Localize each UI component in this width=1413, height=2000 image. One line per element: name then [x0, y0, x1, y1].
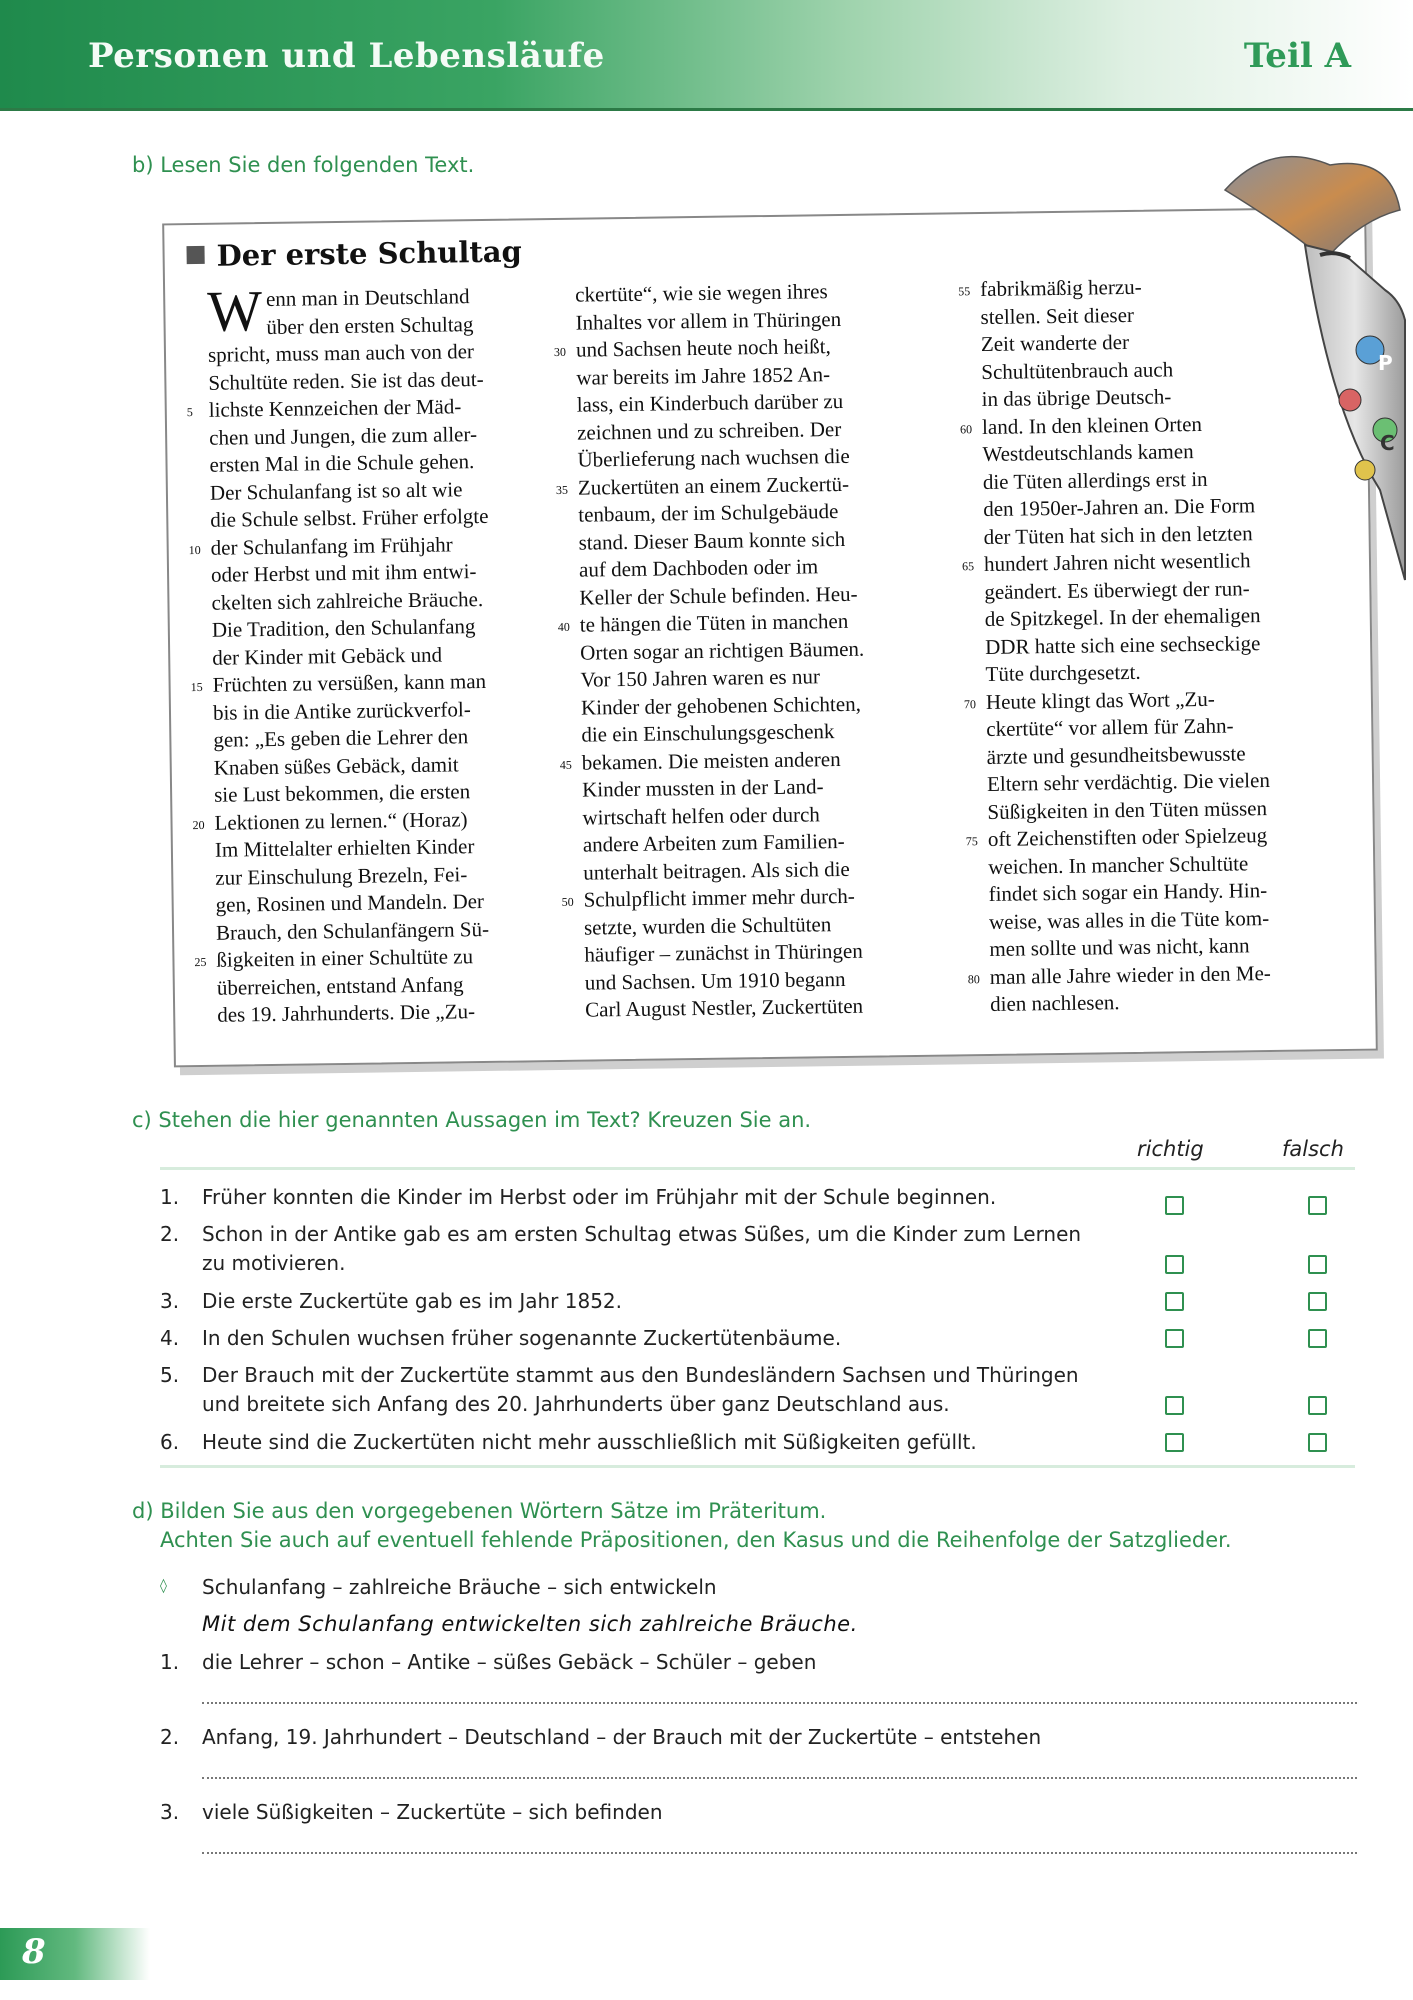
task-b-instruction: b) Lesen Sie den folgenden Text.: [132, 153, 475, 177]
task-d-instruction-line-2: Achten Sie auch auf eventuell fehlende Präpositionen, den Kasus und die Reihenfolge der Satzglieder.: [160, 1528, 1232, 1552]
article-line: zur Einschulung Brezeln, Fei-: [215, 861, 468, 890]
article-line: die Schule selbst. Früher erfolgte: [210, 503, 489, 532]
checkbox-richtig[interactable]: [1165, 1292, 1184, 1311]
article-line: spricht, muss man auch von der: [207, 339, 475, 367]
article-line: de Spitzkegel. In der ehemaligen: [984, 603, 1261, 631]
article-line: Keller der Schule befinden. Heu-: [579, 581, 858, 610]
article-line: weise, was alles in die Tüte kom-: [988, 905, 1270, 934]
article-line: Wenn man in Deutschland: [206, 278, 470, 344]
article-line: wirtschaft helfen oder durch: [582, 801, 820, 830]
article-line: Carl August Nestler, Zuckertüten: [585, 993, 864, 1022]
checkbox-richtig[interactable]: [1165, 1255, 1184, 1274]
checkbox-falsch[interactable]: [1308, 1433, 1327, 1452]
article-line: dien nachlesen.: [989, 990, 1120, 1016]
example-answer: Mit dem Schulanfang entwickelten sich zahlreiche Bräuche.: [202, 1612, 858, 1636]
article-line: gen, Rosinen und Mandeln. Der: [215, 889, 485, 917]
article-line: 80 man alle Jahre wieder in den Me-: [990, 959, 1330, 991]
answer-line[interactable]: [202, 1777, 1357, 1779]
checkbox-richtig[interactable]: [1165, 1329, 1184, 1348]
checkbox-falsch[interactable]: [1308, 1255, 1327, 1274]
checkbox-richtig[interactable]: [1165, 1433, 1184, 1452]
line-number: 75: [965, 834, 978, 849]
article-line: war bereits im Jahre 1852 An-: [576, 361, 831, 390]
title-bullet-icon: [186, 246, 204, 264]
article-line: bis in die Antike zurückverfol-: [212, 696, 471, 725]
article-line: Süßigkeiten in den Tüten müssen: [987, 795, 1268, 824]
article-line: Kinder mussten in der Land-: [581, 774, 824, 802]
statement-text: In den Schulen wuchsen früher sogenannte Zuckertütenbäume.: [202, 1326, 842, 1350]
article-line: des 19. Jahrhunderts. Die „Zu-: [217, 999, 476, 1027]
article-column-1: [186, 278, 557, 1029]
article-clipping: [162, 207, 1378, 1068]
article-line: Im Mittelalter erhielten Kinder: [214, 834, 475, 862]
column-header-richtig: richtig: [1137, 1137, 1204, 1161]
line-number: 5: [186, 405, 193, 420]
article-line: der Tüten hat sich in den letzten: [983, 520, 1253, 549]
article-line: 50 Schulpflicht immer mehr durch-: [583, 882, 923, 914]
article-line: 55 fabrikmäßig herzu-: [980, 271, 1320, 303]
checkbox-richtig[interactable]: [1165, 1396, 1184, 1415]
article-line: ersten Mal in die Schule gehen.: [209, 449, 475, 477]
article-line: Inhaltes vor allem in Thüringen: [575, 306, 842, 335]
line-number: 65: [961, 559, 975, 574]
statement-number: 2.: [160, 1222, 180, 1246]
article-line: die Tüten allerdings erst in: [982, 466, 1208, 494]
example-marker-icon: ◊: [160, 1578, 167, 1594]
article-line: 20 Lektionen zu lernen.“ (Horaz): [214, 805, 554, 837]
article-line: den 1950er-Jahren an. Die Form: [983, 493, 1256, 522]
article-line: 30 und Sachsen heute noch heißt,: [576, 332, 916, 364]
line-number: 60: [960, 421, 973, 436]
line-number: 45: [559, 757, 572, 772]
article-line: häufiger – zunächst in Thüringen: [584, 938, 863, 967]
article-line: der Kinder mit Gebäck und: [212, 642, 443, 670]
task-d-instruction: [132, 1497, 1232, 1555]
article-line: Vor 150 Jahren waren es nur: [580, 664, 821, 692]
article-line: überreichen, entstand Anfang: [216, 971, 464, 1000]
line-number: 25: [194, 954, 207, 970]
line-number: 70: [963, 696, 977, 711]
line-number: 80: [967, 971, 980, 986]
article-line: 25 ßigkeiten in einer Schultüte zu: [216, 942, 556, 974]
part-label: Teil A: [1243, 36, 1351, 76]
svg-text:P: P: [1378, 351, 1393, 375]
article-line: men sollte und was nicht, kann: [989, 933, 1250, 961]
article-line: über den ersten Schultag: [266, 311, 474, 339]
task-c-instruction: c) Stehen die hier genannten Aussagen im Text? Kreuzen Sie an.: [132, 1108, 812, 1132]
answer-line[interactable]: [202, 1852, 1357, 1854]
article-line: unterhalt beitragen. Als sich die: [583, 856, 850, 885]
drop-cap: W: [206, 278, 263, 344]
article-line: Brauch, den Schulanfängern Sü-: [215, 916, 490, 945]
page-header: [0, 0, 1413, 110]
article-line: andere Arbeiten zum Familien-: [582, 828, 845, 857]
article-line: 45 bekamen. Die meisten anderen: [582, 744, 922, 776]
checkbox-falsch[interactable]: [1308, 1396, 1327, 1415]
line-number: 15: [190, 679, 203, 695]
article-line: 70 Heute klingt das Wort „Zu-: [986, 684, 1326, 716]
article-line: 40 te hängen die Tüten in manchen: [580, 607, 920, 639]
article-line: gen: „Es geben die Lehrer den: [213, 724, 469, 752]
article-line: ckertüte“ vor allem für Zahn-: [986, 713, 1234, 741]
chapter-title: Personen und Lebensläufe: [88, 36, 605, 76]
article-line: die ein Einschulungsgeschenk: [581, 719, 835, 747]
article-line: 60 land. In den kleinen Orten: [982, 409, 1322, 441]
article-line: 5 lichste Kennzeichen der Mäd-: [209, 392, 549, 424]
answer-line[interactable]: [202, 1702, 1357, 1704]
article-line: Der Schulanfang ist so alt wie: [209, 476, 463, 505]
article-line: 65 hundert Jahren nicht wesentlich: [984, 546, 1324, 578]
article-line: ckelten sich zahlreiche Bräuche.: [211, 586, 484, 615]
checkbox-falsch[interactable]: [1308, 1196, 1327, 1215]
article-line: chen und Jungen, die zum aller-: [208, 421, 478, 450]
exercise-number: 1.: [160, 1650, 180, 1674]
schultuete-cone-illustration: [1210, 150, 1410, 590]
article-line: zeichnen und zu schreiben. Der: [576, 416, 842, 445]
article-line: findet sich sogar ein Handy. Hin-: [988, 878, 1268, 906]
article-column-2: [553, 277, 925, 1024]
article-line: Zeit wanderte der: [980, 329, 1130, 357]
line-number: 55: [958, 284, 971, 299]
checkbox-falsch[interactable]: [1308, 1292, 1327, 1311]
column-header-falsch: falsch: [1282, 1137, 1344, 1161]
article-line: lass, ein Kinderbuch darüber zu: [576, 388, 844, 417]
statement-number: 4.: [160, 1326, 180, 1350]
article-line: setzte, wurden die Schultüten: [583, 911, 832, 940]
example-prompt: Schulanfang – zahlreiche Bräuche – sich entwickeln: [202, 1575, 717, 1599]
article-line: Westdeutschlands kamen: [982, 439, 1194, 467]
statement-number: 5.: [160, 1363, 180, 1387]
exercise-prompt: Anfang, 19. Jahrhundert – Deutschland – der Brauch mit der Zuckertüte – entstehen: [202, 1725, 1042, 1749]
checkbox-richtig[interactable]: [1165, 1196, 1184, 1215]
article-line: Schultüte reden. Sie ist das deut-: [208, 366, 484, 395]
article-line: 35 Zuckertüten an einem Zuckertü-: [578, 469, 918, 501]
line-number: 20: [192, 817, 205, 832]
table-bottom-rule: [160, 1465, 1355, 1468]
svg-text:C: C: [1380, 431, 1395, 455]
article-line: Überlieferung nach wuchsen die: [577, 443, 850, 472]
article-line: Tüte durchgesetzt.: [985, 659, 1141, 686]
statement-number: 6.: [160, 1430, 180, 1454]
exercise-prompt: die Lehrer – schon – Antike – süßes Gebäck – Schüler – geben: [202, 1650, 817, 1674]
article-line: 10 der Schulanfang im Frühjahr: [211, 530, 551, 562]
article-line: Schultütenbrauch auch: [981, 356, 1174, 384]
statement-text: Die erste Zuckertüte gab es im Jahr 1852.: [202, 1289, 623, 1313]
line-number: 40: [557, 619, 570, 634]
exercise-number: 2.: [160, 1725, 180, 1749]
article-line: stellen. Seit dieser: [980, 302, 1135, 329]
article-line: ckertüte“, wie sie wegen ihres: [575, 279, 828, 307]
article-line: 75 oft Zeichenstiften oder Spielzeug: [988, 821, 1328, 853]
statement-number: 3.: [160, 1289, 180, 1313]
article-line: und Sachsen. Um 1910 begann: [584, 966, 846, 995]
article-line: Kinder der gehobenen Schichten,: [580, 691, 862, 720]
article-line: Orten sogar an richtigen Bäumen.: [580, 636, 865, 665]
line-number: 35: [555, 482, 569, 497]
article-line: DDR hatte sich eine sechseckige: [984, 630, 1261, 659]
exercise-number: 3.: [160, 1800, 180, 1824]
statement-text: Schon in der Antike gab es am ersten Schultag etwas Süßes, um die Kinder zum Lernen zu motivieren.: [202, 1222, 1082, 1275]
article-line: ärzte und gesundheitsbewusste: [986, 740, 1246, 769]
line-number: 10: [188, 542, 201, 557]
statement-text: Der Brauch mit der Zuckertüte stammt aus den Bundesländern Sachsen und Thüringen und breitete sich Anfang des 20. Jahrhunderts über ganz Deutschland aus.: [202, 1363, 1079, 1416]
article-line: sie Lust bekommen, die ersten: [213, 779, 471, 807]
statement-text: Früher konnten die Kinder im Herbst oder im Frühjahr mit der Schule beginnen.: [202, 1185, 997, 1209]
article-title: Der erste Schultag: [186, 234, 522, 273]
exercise-prompt: viele Süßigkeiten – Zuckertüte – sich befinden: [202, 1800, 663, 1824]
page-number: 8: [22, 1932, 46, 1972]
header-divider: [0, 108, 1413, 111]
article-line: 15 Früchten zu versüßen, kann man: [212, 667, 552, 699]
article-line: oder Herbst und mit ihm entwi-: [210, 559, 477, 587]
statement-number: 1.: [160, 1185, 180, 1209]
line-number: 50: [561, 894, 574, 909]
article-line: weichen. In mancher Schultüte: [988, 850, 1249, 879]
task-d-instruction-line-1: d) Bilden Sie aus den vorgegebenen Wörtern Sätze im Präteritum.: [132, 1499, 827, 1523]
line-number: 30: [553, 344, 567, 359]
article-line: stand. Dieser Baum konnte sich: [578, 526, 846, 555]
checkbox-falsch[interactable]: [1308, 1329, 1327, 1348]
article-line: Eltern sehr verdächtig. Die vielen: [986, 768, 1271, 796]
article-line: tenbaum, der im Schulgebäude: [578, 499, 839, 527]
article-line: in das übrige Deutsch-: [981, 384, 1172, 412]
table-top-rule: [160, 1167, 1355, 1170]
statement-text: Heute sind die Zuckertüten nicht mehr ausschließlich mit Süßigkeiten gefüllt.: [202, 1430, 977, 1454]
article-line: geändert. Es überwiegt der run-: [984, 575, 1250, 604]
article-line: Die Tradition, den Schulanfang: [211, 614, 476, 642]
article-line: Knaben süßes Gebäck, damit: [213, 751, 459, 780]
article-line: auf dem Dachboden oder im: [578, 554, 819, 582]
